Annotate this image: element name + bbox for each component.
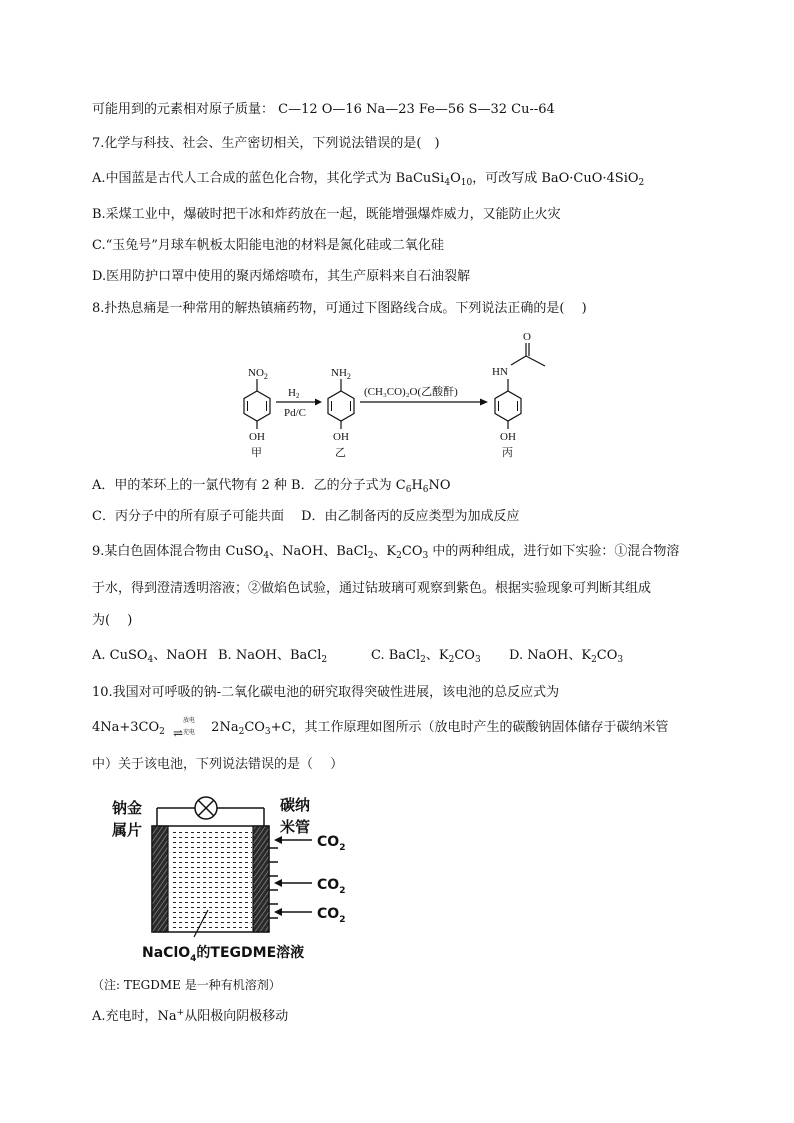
reagent-acetic-anhydride: (CH₃CO)₂O(乙酸酐) [364,386,458,398]
q9-stem-line1: 9.某白色固体混合物由 CuSO$_4$、NaOH、BaCl$_2$、$K_2CO_3$ 中的两种组成，进行如下实验：①混合物溶 [92,544,680,561]
compound-jia [244,367,270,459]
co2-label-1: $CO_2$ [317,834,346,853]
q7-option-c: C.“玉兔号”月球车帆板太阳能电池的材料是氮化硅或二氧化硅 [92,238,444,253]
co2-arrow-1 [274,834,345,853]
q8-options-ab: A．甲的苯环上的一氯代物有 2 种 B．乙的分子式为 $C_6H_6NO$ [92,478,451,495]
compound-yi [328,367,354,459]
label-yi: 乙 [335,447,346,459]
jia-oh-label: OH [249,431,265,443]
carbon-tube-label-1: 碳纳 [280,796,311,814]
reaction-arrow-1 [276,387,322,419]
q10-option-a: A.充电时，Na+从阳极向阴极移动 [92,1008,289,1024]
carbon-nanotube-electrode [253,826,269,932]
atomic-masses-line: 可能用到的元素相对原子质量： C—12 O—16 Na—23 Fe—56 S—32 Cu--64 [92,102,555,117]
q9-option-c: C. BaCl$_2$、$K_2CO_3$ [371,648,481,665]
q9-option-a: A. CuSO$_4$、NaOH [92,648,208,665]
q9-stem-line2: 于水，得到澄清透明溶液；②做焰色试验，通过钴玻璃可观察到紫色。根据实验现象可判断其组成 [92,581,652,596]
q9-option-b: B. NaOH、BaCl$_2$ [218,648,328,665]
na-metal-label-1: 钠金 [112,799,143,817]
bing-oh-label: OH [500,431,516,443]
bing-hn-label: HN [492,366,508,378]
electrolyte-label: NaClO$_4$的TEGDME溶液 [142,945,305,964]
q7-option-d: D.医用防护口罩中使用的聚丙烯熔喷布，其生产原料来自石油裂解 [92,269,471,284]
q9-option-d: D. NaOH、$K_2CO_3$ [509,648,624,665]
q8-options-cd: C．丙分子中的所有原子可能共面 D．由乙制备丙的反应类型为加成反应 [92,509,520,524]
label-jia: 甲 [251,447,262,459]
sodium-metal-plate [152,826,168,932]
q10-equation-line: $4Na+3CO_2$ ⇌ 放电 充电 $2Na_2CO_3+C$，其工作原理如图所示（放电时产生的碳酸钠固体储存于碳纳米管 [92,717,669,740]
q8-stem: 8.扑热息痛是一种常用的解热镇痛药物，可通过下图路线合成。下列说法正确的是( ) [92,301,587,316]
q10-stem-line1: 10.我国对可呼吸的钠-二氧化碳电池的研究取得突破性进展，该电池的总反应式为 [92,685,560,700]
q7-option-a: A.中国蓝是古代人工合成的蓝色化合物，其化学式为 $BaCuSi_4O_{10}$，可改写成 BaO·CuO·4SiO$_2$ [92,171,645,188]
co2-label-2: $CO_2$ [317,877,346,896]
co2-label-3: $CO_2$ [317,906,346,925]
q7-option-b: B.采煤工业中，爆破时把干冰和炸药放在一起，既能增强爆炸威力，又能防止火灾 [92,207,561,222]
carbon-tube-label-2: 米管 [280,818,311,836]
battery-diagram [100,790,400,975]
reaction-arrow-2 [360,384,488,406]
electrolyte-solution [170,830,252,929]
reagent-pdc: Pd/C [284,407,307,419]
co2-arrow-3 [274,906,345,925]
bing-o-label: O [523,331,531,343]
q7-stem: 7.化学与科技、社会、生产密切相关，下列说法错误的是( ) [92,136,440,151]
co2-arrow-2 [274,877,345,896]
jia-no2-label: $NO_2$ [248,367,268,381]
na-metal-label-2: 属片 [112,821,143,839]
label-bing: 丙 [502,447,513,459]
reagent-h2: H2 [288,387,300,400]
yi-nh2-label: $NH_2$ [331,367,351,381]
reversible-arrow: ⇌ 放电 充电 [173,717,196,740]
synthesis-scheme [0,325,794,485]
yi-oh-label: OH [333,431,349,443]
q9-stem-line3: 为( ) [92,613,133,628]
q10-note: （注: TEGDME 是一种有机溶剂） [92,978,281,992]
compound-bing [492,331,545,459]
q10-stem-line3: 中）关于该电池，下列说法错误的是（ ） [92,757,344,772]
